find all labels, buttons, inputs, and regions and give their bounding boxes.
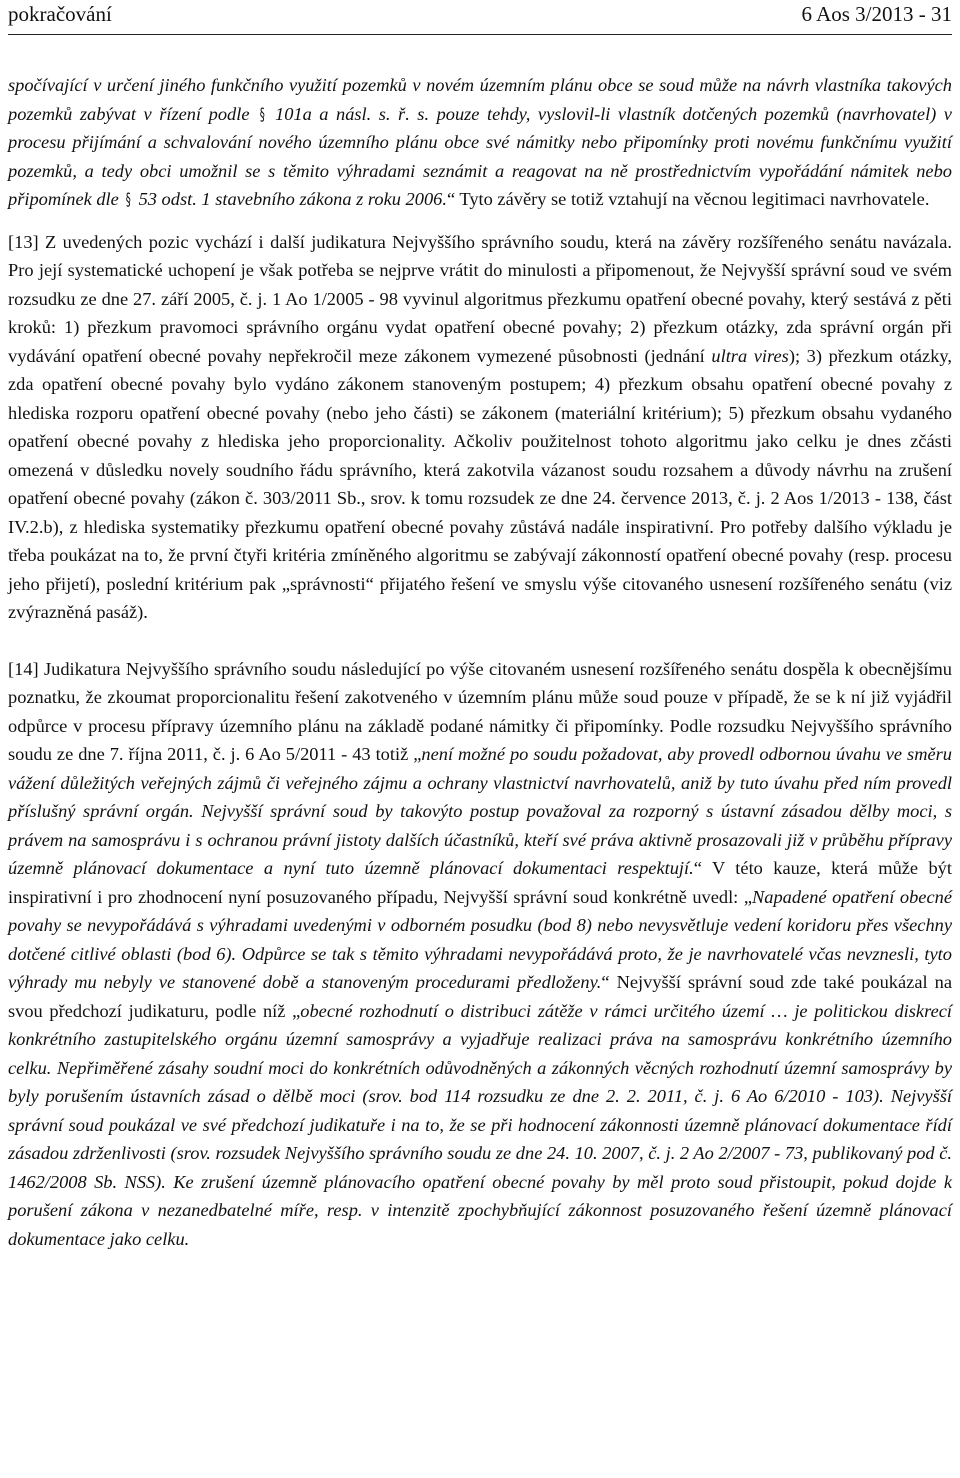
quoted-text: není možné po soudu požadovat, aby provedl odbornou úvahu ve směru vážení důležitých veřejných zájmů či veřejného zájmu a ochrany vlastnictví navrhovatelů, aniž by tuto úvahu před ním provedl příslušný správní orgán. Nejvyšší správní soud by takovýto postup považoval za rozporný s ústavní zásadou dělby moci, s právem na samosprávu i s ochranou právní jistoty dalších účastníků, kteří své práva aktivně prosazovali již v průběhu přípravy územně plánovací dokumentace a nyní tuto územně plánovací dokumentaci respektují. xyxy=(8,744,952,878)
document-body xyxy=(8,71,952,1253)
quoted-text: Napadené opatření obecné povahy se nevypořádává s výhradami uvedenými v odborném posudku (bod 8) nebo nevysvětluje vedení koridoru přes všechny dotčené citlivé oblasti (bod 6). Odpůrce se tak s těmito výhradami nevypořádává proto, že je navrhovatelé včas nevznesli, tyto výhrady mu nebyly ve stanovené době a stanoveným procedurami předloženy. xyxy=(8,886,952,992)
paragraph-13: [13] Z uvedených pozic vychází i další judikatura Nejvyššího správního soudu, která na závěry rozšířeného senátu navázala. Pro její systematické uchopení je však potřeba se nejprve vrátit do minulosti a připomenout, že Nejvyšší správní soud ve svém rozsudku ze dne 27. září 2005, č. j. 1 Ao 1/2005 - 98 vyvinul algoritmus přezkumu opatření obecné povahy, který sestává z pěti kroků: 1) přezkum pravomoci správního orgánu vydat opatření obecné povahy; 2) přezkum otázky, zda správní orgán při vydávání opatření obecné povahy nepřekročil meze zákonem vymezené působnosti (jednání ultra vires); 3) přezkum otázky, zda opatření obecné povahy bylo vydáno zákonem stanoveným postupem; 4) přezkum obsahu opatření obecné povahy z hlediska rozporu opatření obecné povahy (nebo jeho části) se zákonem (materiální kritérium); 5) přezkum obsahu vydaného opatření obecné povahy z hlediska jeho proporcionality. Ačkoliv použitelnost tohoto algoritmu jako celku je dnes zčásti omezená v důsledku novely soudního řádu správního, která zakotvila vázanost soudu rozsahem a důvody návrhu na zrušení opatření obecné povahy (zákon č. 303/2011 Sb., srov. k tomu rozsudek ze dne 24. července 2013, č. j. 2 Aos 1/2013 - 138, část IV.2.b), z hlediska systematiky přezkumu opatření obecné povahy zůstává nadále inspirativní. Pro potřeby dalšího výkladu je třeba poukázat na to, že první čtyři kritéria zmíněného algoritmu se zabývají zákonností opatření obecné povahy (resp. procesu jeho přijetí), poslední kritérium pak „správnosti“ přijatého řešení ve smyslu výše citovaného usnesení rozšířeného senátu (viz zvýrazněná pasáž). xyxy=(8,231,952,622)
header-case-number: 6 Aos 3/2013 - 31 xyxy=(801,2,952,26)
header-continuation: pokračování xyxy=(8,2,112,26)
document-page xyxy=(8,0,952,1253)
paragraph-14: [14] Judikatura Nejvyššího správního soudu následující po výše citovaném usnesení rozšířeného senátu dospěla k obecnějšímu poznatku, že zkoumat proporcionalitu řešení zakotveného v územním plánu může soud pouze v případě, že se k ní již vyjádřil odpůrce v procesu přípravy územního plánu na základě podané námitky či připomínky. Podle rozsudku Nejvyššího správního soudu ze dne 7. října 2011, č. j. 6 Ao 5/2011 - 43 totiž „není možné po soudu požadovat, aby provedl odbornou úvahu ve směru vážení důležitých veřejných zájmů či veřejného zájmu a ochrany vlastnictví navrhovatelů, aniž by tuto úvahu před ním provedl příslušný správní orgán. Nejvyšší správní soud by takovýto postup považoval za rozporný s ústavní zásadou dělby moci, s právem na samosprávu i s ochranou právní jistoty dalších účastníků, kteří své práva aktivně prosazovali již v průběhu přípravy územně plánovací dokumentace a nyní tuto územně plánovací dokumentaci respektují.“ V této kauze, která může být inspirativní i pro zhodnocení nyní posuzovaného případu, Nejvyšší správní soud konkrétně uvedl: „Napadené opatření obecné povahy se nevypořádává s výhradami uvedenými v odborném posudku (bod 8) nebo nevysvětluje vedení koridoru přes všechny dotčené citlivé oblasti (bod 6). Odpůrce se tak s těmito výhradami nevypořádává proto, že je navrhovatelé včas nevznesli, tyto výhrady mu nebyly ve stanovené době a stanoveným procedurami předloženy.“ Nejvyšší správní soud zde také poukázal na svou předchozí judikaturu, podle níž „obecné rozhodnutí o distribuci zátěže v rámci určitého území … je politickou diskrecí konkrétního zastupitelského orgánu územní samosprávy a vyjadřuje realizaci práva na samosprávu konkrétního územního celku. Nepřiměřené zásahy soudní moci do konkrétních odůvodněných a zákonných věcných rozhodnutí územní samosprávy by byly porušením ústavních zásad o dělbě moci (srov. bod 114 rozsudku ze dne 2. 2. 2011, č. j. 6 Ao 6/2010 - 103). Nejvyšší správní soud poukázal ve své předchozí judikatuře i na to, že se při hodnocení zákonnosti územně plánovací dokumentace řídí zásadou zdrženlivosti (srov. rozsudek Nejvyššího správního soudu ze dne 24. 10. 2007, č. j. 2 Ao 2/2007 - 73, publikovaný pod č. 1462/2008 Sb. NSS). Ke zrušení územně plánovacího opatření obecné povahy by měl proto soud přistoupit, pokud dojde k porušení zákona v nezanedbatelné míře, resp. v intenzitě zpochybňující zákonnost posuzovaného řešení územně plánovací dokumentace jako celku. xyxy=(8,658,953,1249)
paragraph-12-continuation: spočívající v určení jiného funkčního využití pozemků v novém územním plánu obce se soud může na návrh vlastníka takových pozemků zabývat v řízení podle § 101a a násl. s. ř. s. pouze tehdy, vyslovil-li vlastník dotčených pozemků (navrhovatel) v procesu přijímání a schvalování nového územního plánu obce své námitky nebo připomínky proti novému funkčnímu využití pozemků, a tedy obci umožnil se s těmito výhradami seznámit a reagovat na ně prostřednictvím vypořádání námitek nebo připomínek dle § 53 odst. 1 stavebního zákona z roku 2006.“ Tyto závěry se totiž vztahují na věcnou legitimaci navrhovatele. xyxy=(8,75,952,210)
closing-quote: “ xyxy=(446,189,456,209)
page-header xyxy=(8,0,952,35)
section-sign-icon: § xyxy=(259,104,265,125)
paragraph-number: [13] xyxy=(8,231,39,252)
paragraph-number: [14] xyxy=(8,658,39,679)
emphasis-ultra-vires: ultra vires xyxy=(711,345,789,366)
quoted-text: spočívající v určení jiného funkčního využití pozemků v novém územním plánu obce se soud může na návrh vlastníka takových pozemků zabývat v řízení podle § 101a a násl. s. ř. s. pouze tehdy, vyslovil-li vlastník dotčených pozemků (navrhovatel) v procesu přijímání a schvalování nového územního plánu obce své námitky nebo připomínky proti novému funkčnímu využití pozemků, a tedy obci umožnil se s těmito výhradami seznámit a reagovat na ně prostřednictvím vypořádání námitek nebo připomínek dle § 53 odst. 1 stavebního zákona z roku 2006. xyxy=(8,75,952,210)
section-sign-icon: § xyxy=(126,190,132,210)
quoted-text: obecné rozhodnutí o distribuci zátěže v rámci určitého území … je politickou diskrecí konkrétního zastupitelského orgánu územní samosprávy a vyjadřuje realizaci práva na samosprávu konkrétního územního celku. Nepřiměřené zásahy soudní moci do konkrétních odůvodněných a zákonných věcných rozhodnutí územní samosprávy by byly porušením ústavních zásad o dělbě moci (srov. bod 114 rozsudku ze dne 2. 2. 2011, č. j. 6 Ao 6/2010 - 103). Nejvyšší správní soud poukázal ve své předchozí judikatuře i na to, že se při hodnocení zákonnosti územně plánovací dokumentace řídí zásadou zdrženlivosti (srov. rozsudek Nejvyššího správního soudu ze dne 24. 10. 2007, č. j. 2 Ao 2/2007 - 73, publikovaný pod č. 1462/2008 Sb. NSS). Ke zrušení územně plánovacího opatření obecné povahy by měl proto soud přistoupit, pokud dojde k porušení zákona v nezanedbatelné míře, resp. v intenzitě zpochybňující zákonnost posuzovaného řešení územně plánovací dokumentace jako celku. xyxy=(8,1000,953,1249)
